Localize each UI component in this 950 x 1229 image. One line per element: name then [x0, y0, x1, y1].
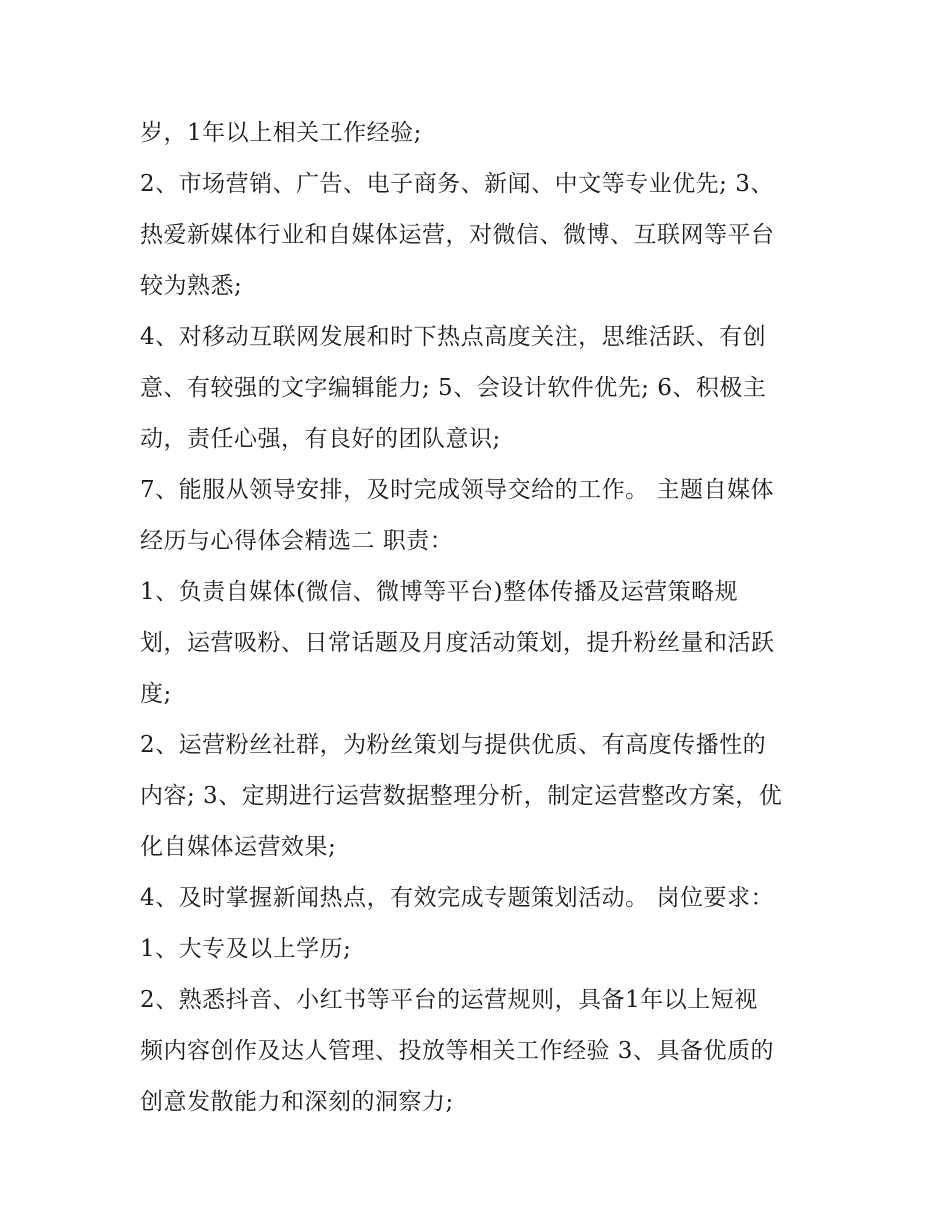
text-line: 经历与心得体会精选二 职责：: [140, 528, 454, 554]
text-line: 内容; 3、定期进行运营数据整理分析，制定运营整改方案，优: [140, 783, 783, 809]
text-line: 较为熟悉;: [140, 273, 243, 299]
text-line: 2、市场营销、广告、电子商务、新闻、中文等专业优先; 3、: [140, 171, 774, 197]
text-line: 化自媒体运营效果;: [140, 834, 337, 860]
text-line: 4、对移动互联网发展和时下热点高度关注，思维活跃、有创: [140, 324, 767, 350]
text-line: 动，责任心强，有良好的团队意识;: [140, 426, 501, 452]
text-line: 4、及时掌握新闻热点，有效完成专题策划活动。 岗位要求：: [140, 885, 774, 911]
text-line: 1、负责自媒体(微信、微博等平台)整体传播及运营策略规: [140, 579, 739, 605]
text-line: 划，运营吸粉、日常话题及月度活动策划，提升粉丝量和活跃: [140, 630, 775, 656]
text-line: 2、熟悉抖音、小红书等平台的运营规则，具备1年以上短视: [140, 987, 758, 1013]
text-line: 频内容创作及达人管理、投放等相关工作经验 3、具备优质的: [140, 1038, 774, 1064]
text-line: 1、大专及以上学历;: [140, 936, 352, 962]
document-body: [140, 108, 820, 1128]
text-line: 7、能服从领导安排，及时完成领导交给的工作。 主题自媒体: [140, 477, 774, 503]
text-line: 岁，1年以上相关工作经验;: [140, 120, 422, 146]
text-line: 意、有较强的文字编辑能力; 5、会设计软件优先; 6、积极主: [140, 375, 767, 401]
text-line: 热爱新媒体行业和自媒体运营，对微信、微博、互联网等平台: [140, 222, 775, 248]
text-line: 创意发散能力和深刻的洞察力;: [140, 1089, 454, 1115]
text-line: 2、运营粉丝社群，为粉丝策划与提供优质、有高度传播性的: [140, 732, 767, 758]
text-line: 度;: [140, 681, 172, 707]
